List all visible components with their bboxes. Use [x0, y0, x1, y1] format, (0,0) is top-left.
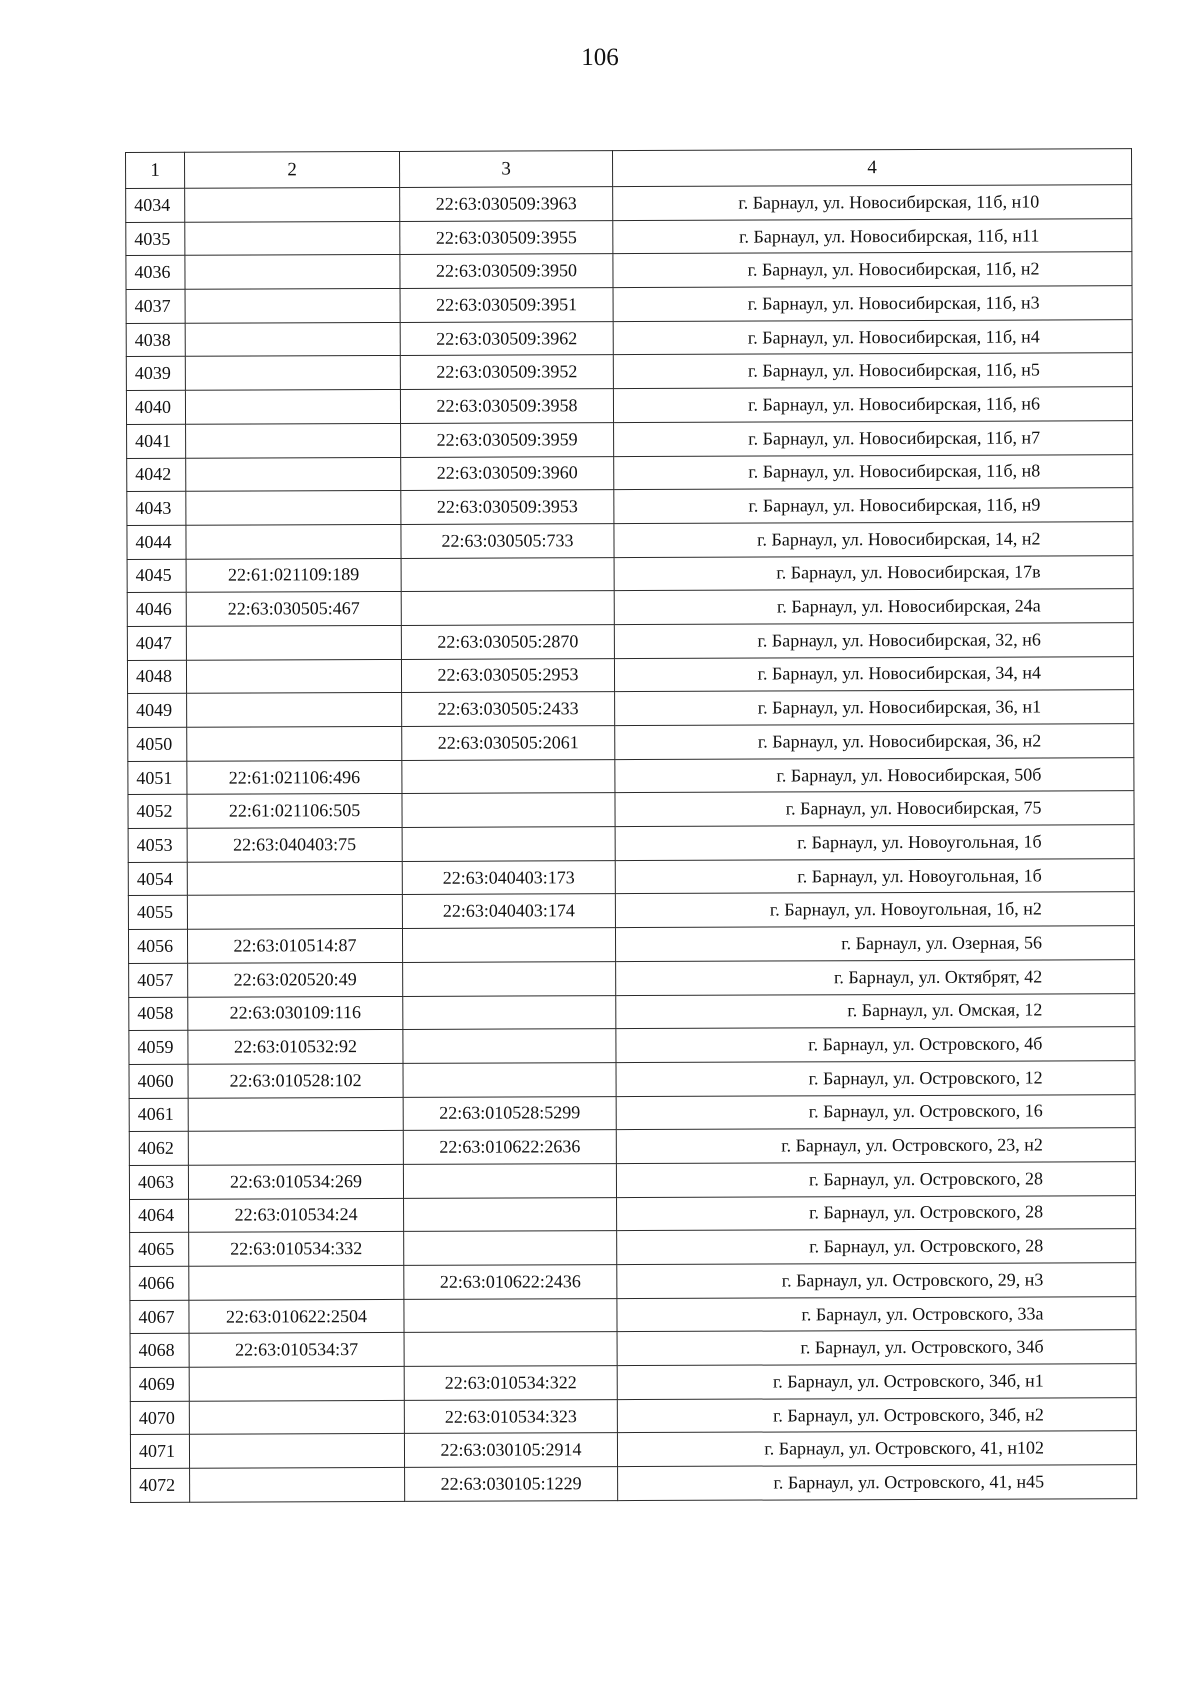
table-row: [126, 218, 1132, 256]
address-cell: г. Барнаул, ул. Новосибирская, 75: [615, 791, 1134, 827]
cadastral-number-col3-cell: 22:63:010528:5299: [403, 1096, 616, 1131]
address-cell: г. Барнаул, ул. Островского, 34б: [617, 1330, 1136, 1366]
cadastral-number-col3-cell: [401, 557, 614, 592]
table-row: [130, 1330, 1136, 1368]
cadastral-number-col3-cell: [404, 1197, 617, 1232]
row-number-cell: 4064: [130, 1199, 189, 1233]
address-cell: г. Барнаул, ул. Новосибирская, 32, н6: [614, 623, 1133, 659]
table-row: [126, 353, 1132, 391]
cadastral-number-col3-cell: [404, 1231, 617, 1266]
table-row: [127, 488, 1133, 526]
row-number-cell: 4034: [126, 188, 185, 222]
address-cell: г. Барнаул, ул. Новосибирская, 11б, н6: [613, 387, 1132, 423]
cadastral-number-col3-cell: [403, 995, 616, 1030]
cadastral-number-col2-cell: [190, 1468, 405, 1503]
table-row: [129, 1061, 1135, 1099]
row-number-cell: 4046: [127, 593, 186, 627]
row-number-cell: 4070: [130, 1401, 189, 1435]
cadastral-number-col3-cell: [403, 1062, 616, 1097]
cadastral-number-col2-cell: 22:63:030505:467: [186, 592, 401, 627]
row-number-cell: 4044: [127, 525, 186, 559]
table-row: [127, 623, 1133, 661]
table-row: [126, 387, 1132, 425]
table-row: [130, 1364, 1136, 1402]
cadastral-number-col2-cell: 22:63:010514:87: [187, 929, 402, 964]
table-body: [126, 185, 1137, 1503]
address-cell: г. Барнаул, ул. Островского, 41, н102: [617, 1431, 1136, 1467]
address-cell: г. Барнаул, ул. Новосибирская, 11б, н9: [614, 488, 1133, 524]
cadastral-number-col2-cell: 22:63:010534:24: [189, 1198, 404, 1233]
address-cell: г. Барнаул, ул. Новосибирская, 11б, н5: [613, 353, 1132, 389]
row-number-cell: 4065: [130, 1233, 189, 1267]
row-number-cell: 4053: [128, 828, 187, 862]
address-cell: г. Барнаул, ул. Новосибирская, 11б, н7: [614, 420, 1133, 456]
table-row: [127, 589, 1133, 627]
address-cell: г. Барнаул, ул. Новосибирская, 36, н2: [615, 724, 1134, 760]
table-row: [128, 892, 1134, 930]
cadastral-number-col3-cell: 22:63:010622:2436: [404, 1265, 617, 1300]
table-row: [130, 1397, 1136, 1435]
address-cell: г. Барнаул, ул. Новоугольная, 1б, н2: [615, 892, 1134, 928]
address-cell: г. Барнаул, ул. Островского, 28: [616, 1162, 1135, 1198]
cadastral-number-col2-cell: 22:61:021106:505: [187, 794, 402, 829]
row-number-cell: 4060: [129, 1064, 188, 1098]
address-cell: г. Барнаул, ул. Новосибирская, 36, н1: [615, 690, 1134, 726]
cadastral-number-col2-cell: 22:63:010534:37: [189, 1333, 404, 1368]
cadastral-number-col2-cell: [185, 390, 400, 425]
table-row: [129, 993, 1135, 1031]
cadastral-number-col3-cell: [404, 1298, 617, 1333]
table-row: [127, 555, 1133, 593]
table-row: [130, 1195, 1136, 1233]
row-number-cell: 4037: [126, 289, 185, 323]
cadastral-number-col2-cell: 22:63:010622:2504: [189, 1299, 404, 1334]
address-cell: г. Барнаул, ул. Новосибирская, 50б: [615, 757, 1134, 793]
row-number-cell: 4042: [127, 458, 186, 492]
cadastral-number-col2-cell: 22:63:010534:269: [188, 1164, 403, 1199]
address-cell: г. Барнаул, ул. Островского, 16: [616, 1094, 1135, 1130]
address-cell: г. Барнаул, ул. Новосибирская, 24а: [614, 589, 1133, 625]
address-cell: г. Барнаул, ул. Новоугольная, 1б: [615, 825, 1134, 861]
cadastral-number-col3-cell: 22:63:030509:3950: [400, 254, 613, 289]
row-number-cell: 4050: [128, 727, 187, 761]
table-row: [130, 1431, 1136, 1469]
address-cell: г. Барнаул, ул. Новосибирская, 17в: [614, 555, 1133, 591]
column-header-1: 1: [126, 152, 185, 188]
address-cell: г. Барнаул, ул. Новосибирская, 11б, н2: [613, 252, 1132, 288]
row-number-cell: 4040: [126, 390, 185, 424]
table-row: [127, 522, 1133, 560]
table-row: [128, 757, 1134, 795]
column-header-2: 2: [185, 151, 400, 188]
table-row: [127, 656, 1133, 694]
address-cell: г. Барнаул, ул. Новосибирская, 11б, н8: [614, 454, 1133, 490]
cadastral-number-col3-cell: [402, 827, 615, 862]
cadastral-number-col3-cell: 22:63:010534:322: [404, 1366, 617, 1401]
address-cell: г. Барнаул, ул. Новосибирская, 11б, н11: [613, 218, 1132, 254]
address-cell: г. Барнаул, ул. Островского, 34б, н2: [617, 1397, 1136, 1433]
row-number-cell: 4061: [129, 1098, 188, 1132]
cadastral-number-col3-cell: 22:63:040403:173: [402, 860, 615, 895]
cadastral-number-col2-cell: 22:61:021106:496: [187, 760, 402, 795]
address-cell: г. Барнаул, ул. Островского, 12: [616, 1061, 1135, 1097]
cadastral-number-col3-cell: 22:63:040403:174: [402, 894, 615, 929]
address-cell: г. Барнаул, ул. Новосибирская, 14, н2: [614, 522, 1133, 558]
cadastral-number-col2-cell: [186, 457, 401, 492]
cadastral-number-col2-cell: [185, 289, 400, 324]
row-number-cell: 4036: [126, 256, 185, 290]
cadastral-number-col2-cell: [189, 1434, 404, 1469]
table-row: [128, 858, 1134, 896]
table-row: [129, 1162, 1135, 1200]
cadastral-number-col3-cell: 22:63:030505:733: [401, 524, 614, 559]
cadastral-number-col2-cell: [189, 1265, 404, 1300]
cadastral-number-col2-cell: 22:63:020520:49: [188, 962, 403, 997]
column-header-3: 3: [399, 151, 612, 188]
cadastral-number-col3-cell: [404, 1332, 617, 1367]
cadastral-number-col3-cell: 22:63:030505:2953: [401, 658, 614, 693]
address-cell: г. Барнаул, ул. Октябрят, 42: [616, 959, 1135, 995]
address-cell: г. Барнаул, ул. Новосибирская, 11б, н4: [613, 319, 1132, 355]
row-number-cell: 4062: [129, 1132, 188, 1166]
cadastral-number-col3-cell: 22:63:030509:3959: [401, 422, 614, 457]
address-cell: г. Барнаул, ул. Островского, 23, н2: [616, 1128, 1135, 1164]
table-row: [129, 1027, 1135, 1065]
row-number-cell: 4048: [127, 660, 186, 694]
table-row: [126, 252, 1132, 290]
cadastral-number-col3-cell: 22:63:030509:3953: [401, 490, 614, 525]
property-register-table: [125, 148, 1137, 1503]
cadastral-number-col2-cell: [187, 861, 402, 896]
cadastral-number-col2-cell: [186, 524, 401, 559]
cadastral-number-col2-cell: [189, 1400, 404, 1435]
cadastral-number-col2-cell: [187, 895, 402, 930]
page-number: 106: [581, 44, 619, 71]
cadastral-number-col3-cell: [402, 793, 615, 828]
cadastral-number-col3-cell: 22:63:030509:3960: [401, 456, 614, 491]
cadastral-number-col2-cell: [188, 1131, 403, 1166]
column-header-4: 4: [612, 149, 1131, 187]
cadastral-number-col3-cell: 22:63:030509:3955: [400, 220, 613, 255]
cadastral-number-col3-cell: [402, 759, 615, 794]
row-number-cell: 4063: [129, 1165, 188, 1199]
row-number-cell: 4071: [130, 1435, 189, 1469]
table-row: [129, 1094, 1135, 1132]
row-number-cell: 4055: [128, 896, 187, 930]
row-number-cell: 4039: [126, 357, 185, 391]
table-row: [129, 959, 1135, 997]
table-row: [129, 1128, 1135, 1166]
cadastral-number-col3-cell: 22:63:030505:2870: [401, 625, 614, 660]
cadastral-number-col3-cell: 22:63:030105:2914: [404, 1433, 617, 1468]
cadastral-number-col2-cell: [188, 1097, 403, 1132]
table-row: [131, 1465, 1137, 1503]
row-number-cell: 4035: [126, 222, 185, 256]
header-row: [126, 149, 1132, 189]
table-header: [126, 149, 1132, 189]
row-number-cell: 4066: [130, 1266, 189, 1300]
cadastral-number-col2-cell: [185, 221, 400, 256]
cadastral-number-col2-cell: 22:63:030109:116: [188, 996, 403, 1031]
row-number-cell: 4049: [128, 694, 187, 728]
table-row: [126, 286, 1132, 324]
address-cell: г. Барнаул, ул. Новоугольная, 1б: [615, 858, 1134, 894]
address-cell: г. Барнаул, ул. Озерная, 56: [615, 926, 1134, 962]
table-row: [130, 1229, 1136, 1267]
cadastral-number-col3-cell: 22:63:030105:1229: [405, 1467, 618, 1502]
table-row: [127, 454, 1133, 492]
address-cell: г. Барнаул, ул. Островского, 34б, н1: [617, 1364, 1136, 1400]
table-row: [126, 319, 1132, 357]
row-number-cell: 4057: [129, 963, 188, 997]
cadastral-number-col3-cell: 22:63:030509:3951: [400, 288, 613, 323]
table-row: [128, 724, 1134, 762]
table-row: [128, 825, 1134, 863]
row-number-cell: 4052: [128, 795, 187, 829]
row-number-cell: 4043: [127, 491, 186, 525]
cadastral-number-col3-cell: [403, 1029, 616, 1064]
row-number-cell: 4045: [127, 559, 186, 593]
cadastral-number-col2-cell: [185, 255, 400, 290]
row-number-cell: 4069: [130, 1367, 189, 1401]
address-cell: г. Барнаул, ул. Островского, 4б: [616, 1027, 1135, 1063]
address-cell: г. Барнаул, ул. Новосибирская, 34, н4: [614, 656, 1133, 692]
cadastral-number-col2-cell: [186, 491, 401, 526]
table-row: [130, 1296, 1136, 1334]
table-row: [128, 791, 1134, 829]
cadastral-number-col2-cell: 22:63:010528:102: [188, 1063, 403, 1098]
address-cell: г. Барнаул, ул. Новосибирская, 11б, н3: [613, 286, 1132, 322]
address-cell: г. Барнаул, ул. Островского, 29, н3: [617, 1263, 1136, 1299]
cadastral-number-col2-cell: [185, 356, 400, 391]
row-number-cell: 4072: [131, 1468, 190, 1502]
row-number-cell: 4038: [126, 323, 185, 357]
cadastral-number-col2-cell: [186, 659, 401, 694]
row-number-cell: 4068: [130, 1334, 189, 1368]
address-cell: г. Барнаул, ул. Новосибирская, 11б, н10: [613, 185, 1132, 221]
cadastral-number-col3-cell: [403, 1164, 616, 1199]
table-row: [130, 1263, 1136, 1301]
row-number-cell: 4056: [128, 929, 187, 963]
cadastral-number-col2-cell: [187, 693, 402, 728]
cadastral-number-col2-cell: [185, 322, 400, 357]
table-row: [128, 926, 1134, 964]
cadastral-number-col2-cell: [186, 423, 401, 458]
cadastral-number-col3-cell: [401, 591, 614, 626]
cadastral-number-col2-cell: 22:63:010532:92: [188, 1030, 403, 1065]
cadastral-number-col3-cell: 22:63:010622:2636: [403, 1130, 616, 1165]
address-cell: г. Барнаул, ул. Островского, 33а: [617, 1296, 1136, 1332]
cadastral-number-col3-cell: 22:63:030509:3962: [400, 321, 613, 356]
cadastral-number-col3-cell: 22:63:030505:2061: [402, 726, 615, 761]
table-row: [126, 185, 1132, 223]
cadastral-number-col2-cell: 22:63:040403:75: [187, 828, 402, 863]
address-cell: г. Барнаул, ул. Островского, 28: [617, 1229, 1136, 1265]
table-row: [128, 690, 1134, 728]
address-cell: г. Барнаул, ул. Омская, 12: [616, 993, 1135, 1029]
cadastral-number-col3-cell: [402, 928, 615, 963]
table-row: [127, 420, 1133, 458]
cadastral-number-col3-cell: 22:63:030509:3963: [400, 187, 613, 222]
row-number-cell: 4041: [127, 424, 186, 458]
row-number-cell: 4054: [128, 862, 187, 896]
address-cell: г. Барнаул, ул. Островского, 41, н45: [618, 1465, 1137, 1501]
row-number-cell: 4067: [130, 1300, 189, 1334]
row-number-cell: 4047: [127, 626, 186, 660]
cadastral-number-col3-cell: 22:63:030509:3952: [400, 355, 613, 390]
row-number-cell: 4051: [128, 761, 187, 795]
cadastral-number-col3-cell: 22:63:030505:2433: [402, 692, 615, 727]
cadastral-number-col2-cell: [189, 1366, 404, 1401]
address-cell: г. Барнаул, ул. Островского, 28: [617, 1195, 1136, 1231]
cadastral-number-col3-cell: [403, 961, 616, 996]
cadastral-number-col2-cell: [186, 625, 401, 660]
cadastral-number-col2-cell: [185, 187, 400, 222]
cadastral-number-col2-cell: [187, 726, 402, 761]
cadastral-number-col3-cell: 22:63:010534:323: [404, 1399, 617, 1434]
cadastral-number-col2-cell: 22:63:010534:332: [189, 1232, 404, 1267]
row-number-cell: 4058: [129, 997, 188, 1031]
cadastral-number-col3-cell: 22:63:030509:3958: [400, 389, 613, 424]
row-number-cell: 4059: [129, 1030, 188, 1064]
cadastral-number-col2-cell: 22:61:021109:189: [186, 558, 401, 593]
